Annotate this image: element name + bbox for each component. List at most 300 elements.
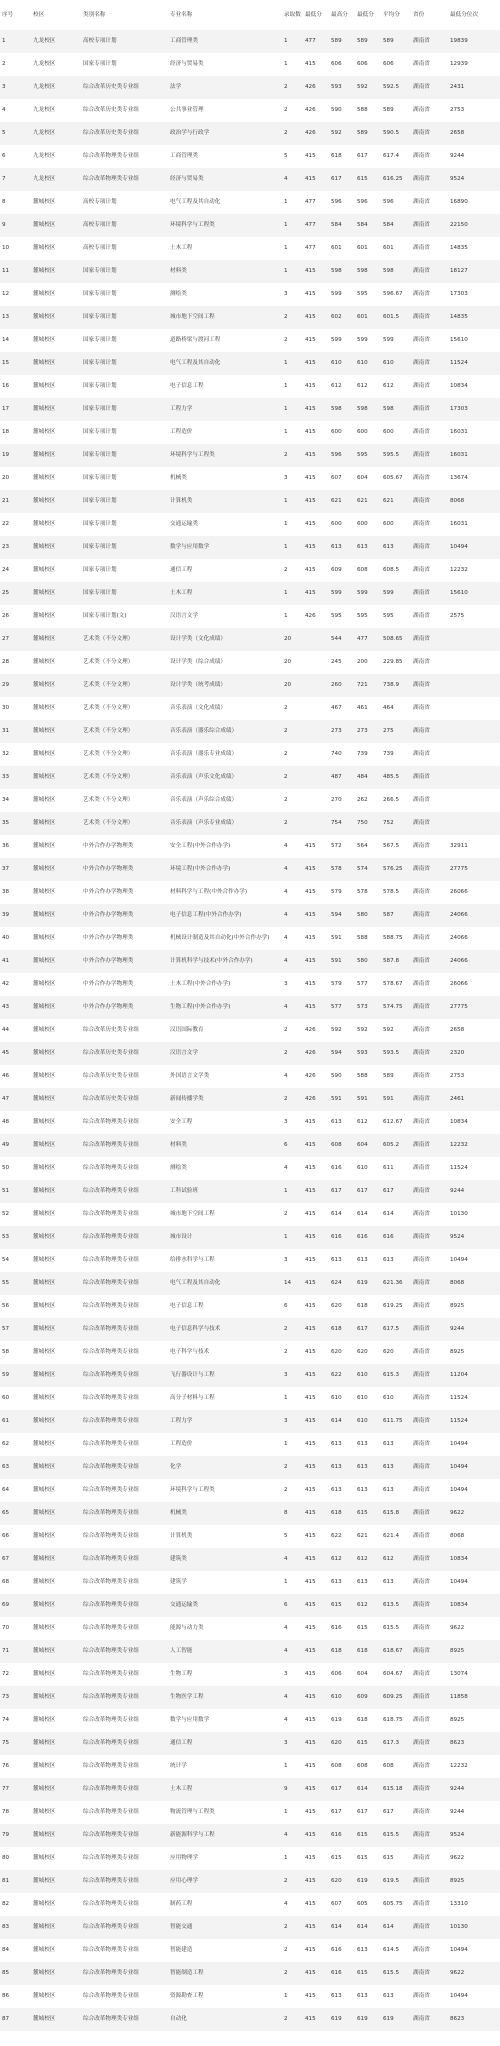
table-cell: 614 [329, 1410, 355, 1433]
table-body [0, 30, 500, 2031]
table-cell: 湖南省 [411, 996, 448, 1019]
table-row [0, 1755, 500, 1778]
table-cell: 10834 [448, 1548, 500, 1571]
table-cell: 595 [329, 605, 355, 628]
table-cell: 17303 [448, 398, 500, 421]
table-cell: 麓城校区 [31, 1134, 81, 1157]
table-cell: 麓城校区 [31, 1226, 81, 1249]
table-cell: 464 [381, 697, 411, 720]
table-cell [303, 651, 329, 674]
table-row [0, 444, 500, 467]
table-cell: 4 [282, 1548, 303, 1571]
table-cell: 工商管理类 [168, 145, 282, 168]
table-cell: 619 [329, 2008, 355, 2031]
table-cell: 综合改革物理类专业组 [81, 1387, 168, 1410]
table-cell: 城市设计 [168, 1226, 282, 1249]
table-cell: 中外合作办学物理类 [81, 973, 168, 996]
table-cell: 591 [329, 1088, 355, 1111]
table-cell: 综合改革物理类专业组 [81, 1318, 168, 1341]
table-cell: 麓城校区 [31, 1019, 81, 1042]
table-cell: 2 [282, 720, 303, 743]
table-cell: 国家专项计划 [81, 582, 168, 605]
table-cell: 19 [0, 444, 31, 467]
table-cell: 新闻传播学类 [168, 1088, 282, 1111]
table-cell: 艺术类（不分文理） [81, 720, 168, 743]
table-cell: 九龙校区 [31, 168, 81, 191]
table-cell: 580 [355, 950, 381, 973]
table-row [0, 237, 500, 260]
table-cell: 589 [355, 122, 381, 145]
table-cell: 2461 [448, 1088, 500, 1111]
table-cell: 1 [282, 1571, 303, 1594]
table-cell: 湖南省 [411, 1801, 448, 1824]
table-cell: 593 [355, 1042, 381, 1065]
table-cell: 九龙校区 [31, 30, 81, 53]
table-cell: 1 [282, 352, 303, 375]
table-cell: 1 [282, 398, 303, 421]
table-cell: 618 [355, 1640, 381, 1663]
table-cell: 615 [355, 1824, 381, 1847]
table-cell: 2 [282, 1870, 303, 1893]
table-cell: 1 [282, 1985, 303, 2008]
table-cell: 599 [329, 283, 355, 306]
table-row [0, 1778, 500, 1801]
table-cell: 591 [329, 927, 355, 950]
table-cell: 615 [355, 1502, 381, 1525]
table-cell: 湖南省 [411, 421, 448, 444]
table-cell: 611 [381, 1157, 411, 1180]
table-row [0, 1502, 500, 1525]
table-cell: 608.5 [381, 559, 411, 582]
table-cell: 415 [303, 1433, 329, 1456]
table-cell: 1 [282, 191, 303, 214]
table-cell: 麓城校区 [31, 1594, 81, 1617]
table-cell: 617 [329, 168, 355, 191]
table-cell: 4 [282, 1617, 303, 1640]
table-cell: 2 [282, 789, 303, 812]
table-cell: 78 [0, 1801, 31, 1824]
table-cell: 湖南省 [411, 283, 448, 306]
table-row [0, 191, 500, 214]
table-cell: 综合改革物理类专业组 [81, 1548, 168, 1571]
table-cell: 2 [282, 1042, 303, 1065]
table-cell: 577 [355, 973, 381, 996]
table-cell: 612 [381, 375, 411, 398]
table-cell: 13074 [448, 1663, 500, 1686]
table-cell: 音乐表演（文化成绩） [168, 697, 282, 720]
table-cell: 外国语言文学类 [168, 1065, 282, 1088]
table-cell: 麓城校区 [31, 1939, 81, 1962]
table-cell: 能源与动力类 [168, 1617, 282, 1640]
table-cell: 16 [0, 375, 31, 398]
table-cell: 九龙校区 [31, 99, 81, 122]
table-cell: 5 [282, 1525, 303, 1548]
table-cell: 湖南省 [411, 1203, 448, 1226]
table-cell: 614 [381, 1203, 411, 1226]
table-cell: 415 [303, 490, 329, 513]
table-cell: 艺术类（不分文理） [81, 651, 168, 674]
table-cell: 麓城校区 [31, 1111, 81, 1134]
table-cell: 国家专项计划 [81, 467, 168, 490]
table-cell: 高校专项计划 [81, 30, 168, 53]
table-cell: 安全工程 [168, 1111, 282, 1134]
table-cell: 605.75 [381, 1893, 411, 1916]
table-cell: 415 [303, 1387, 329, 1410]
table-cell: 599 [355, 582, 381, 605]
table-cell: 589 [355, 30, 381, 53]
table-cell: 592 [381, 1019, 411, 1042]
table-cell [448, 697, 500, 720]
table-cell: 4 [282, 1065, 303, 1088]
table-cell: 电子信息工程 [168, 375, 282, 398]
table-cell: 九龙校区 [31, 122, 81, 145]
table-cell [448, 674, 500, 697]
table-cell: 环境科学与工程类 [168, 1479, 282, 1502]
table-cell: 612 [329, 375, 355, 398]
table-cell: 50 [0, 1157, 31, 1180]
table-cell [303, 720, 329, 743]
table-cell: 麓城校区 [31, 398, 81, 421]
table-cell: 计算机类 [168, 490, 282, 513]
table-cell: 26 [0, 605, 31, 628]
table-cell: 湖南省 [411, 30, 448, 53]
table-cell: 设计学类（统考成绩） [168, 674, 282, 697]
table-cell: 湖南省 [411, 490, 448, 513]
table-cell: 610 [329, 1387, 355, 1410]
table-cell: 麓城校区 [31, 1778, 81, 1801]
table-cell: 615 [355, 1732, 381, 1755]
table-cell: 415 [303, 352, 329, 375]
table-cell: 610 [355, 1364, 381, 1387]
table-cell: 415 [303, 145, 329, 168]
table-cell: 艺术类（不分文理） [81, 628, 168, 651]
table-cell: 麓城校区 [31, 651, 81, 674]
table-row [0, 950, 500, 973]
table-cell: 综合改革物理类专业组 [81, 145, 168, 168]
table-cell: 589 [381, 1065, 411, 1088]
table-cell: 618 [355, 1295, 381, 1318]
table-cell: 613 [329, 1985, 355, 2008]
table-row [0, 1709, 500, 1732]
table-cell: 10494 [448, 1985, 500, 2008]
table-cell: 艺术类（不分文理） [81, 743, 168, 766]
table-cell: 70 [0, 1617, 31, 1640]
table-row [0, 1617, 500, 1640]
table-cell: 高校专项计划 [81, 214, 168, 237]
table-cell: 麓城校区 [31, 1893, 81, 1916]
table-cell: 2 [282, 122, 303, 145]
table-cell: 麓城校区 [31, 812, 81, 835]
table-cell: 机械类 [168, 467, 282, 490]
table-cell: 53 [0, 1226, 31, 1249]
table-cell: 613 [381, 1433, 411, 1456]
table-cell: 32 [0, 743, 31, 766]
table-cell: 617 [329, 1801, 355, 1824]
table-cell: 415 [303, 1456, 329, 1479]
table-cell: 415 [303, 904, 329, 927]
table-cell: 52 [0, 1203, 31, 1226]
table-cell: 湖南省 [411, 1939, 448, 1962]
table-cell: 600 [355, 513, 381, 536]
table-cell: 612 [355, 1111, 381, 1134]
table-cell: 614 [329, 1916, 355, 1939]
table-cell: 综合改革物理类专业组 [81, 1410, 168, 1433]
table-cell: 607 [329, 467, 355, 490]
table-cell: 综合改革物理类专业组 [81, 1709, 168, 1732]
table-cell: 湖南省 [411, 329, 448, 352]
table-cell: 湖南省 [411, 605, 448, 628]
table-cell: 综合改革物理类专业组 [81, 1226, 168, 1249]
table-cell: 415 [303, 1594, 329, 1617]
table-cell: 2 [282, 1203, 303, 1226]
table-row [0, 1387, 500, 1410]
table-cell: 9622 [448, 1962, 500, 1985]
table-cell: 湖南省 [411, 444, 448, 467]
table-cell: 426 [303, 1065, 329, 1088]
table-cell: 新能源科学与工程 [168, 1824, 282, 1847]
table-cell: 578 [329, 858, 355, 881]
table-row [0, 122, 500, 145]
table-cell: 610 [355, 352, 381, 375]
table-cell [303, 766, 329, 789]
table-cell: 37 [0, 858, 31, 881]
table-cell: 麓城校区 [31, 605, 81, 628]
table-cell: 415 [303, 306, 329, 329]
table-row [0, 559, 500, 582]
table-cell: 九龙校区 [31, 76, 81, 99]
table-cell: 415 [303, 1548, 329, 1571]
table-cell: 2658 [448, 122, 500, 145]
table-cell: 音乐表演（器乐专业成绩） [168, 743, 282, 766]
table-cell: 通信工程 [168, 1732, 282, 1755]
table-row [0, 1548, 500, 1571]
table-cell: 613 [355, 536, 381, 559]
table-cell: 交通运输类 [168, 1594, 282, 1617]
table-cell: 598 [355, 260, 381, 283]
table-cell: 1 [282, 53, 303, 76]
table-cell: 综合改革物理类专业组 [81, 2008, 168, 2031]
table-cell: 艺术类（不分文理） [81, 812, 168, 835]
table-cell: 615.18 [381, 1778, 411, 1801]
table-cell: 计算机类 [168, 1525, 282, 1548]
table-cell: 湖南省 [411, 1272, 448, 1295]
table-cell: 613 [381, 536, 411, 559]
table-cell: 12232 [448, 1755, 500, 1778]
table-cell: 土木工程 [168, 237, 282, 260]
table-cell: 75 [0, 1732, 31, 1755]
table-cell: 湖南省 [411, 1295, 448, 1318]
table-cell: 266.5 [381, 789, 411, 812]
table-cell: 工程造价 [168, 1433, 282, 1456]
table-cell: 麓城校区 [31, 375, 81, 398]
header-cell: 最低分 [357, 11, 374, 18]
table-cell: 596 [355, 191, 381, 214]
table-cell: 415 [303, 1502, 329, 1525]
table-cell: 应用心理学 [168, 1870, 282, 1893]
table-cell: 综合改革物理类专业组 [81, 1663, 168, 1686]
table-cell: 2 [282, 559, 303, 582]
table-cell: 生物工程(中外合作办学) [168, 996, 282, 1019]
table-row [0, 1893, 500, 1916]
table-cell: 595.5 [381, 444, 411, 467]
table-cell: 85 [0, 1962, 31, 1985]
table-cell: 湖南省 [411, 697, 448, 720]
table-cell: 1 [282, 214, 303, 237]
table-cell: 麓城校区 [31, 191, 81, 214]
table-cell: 湖南省 [411, 651, 448, 674]
table-cell: 415 [303, 1479, 329, 1502]
table-cell: 湖南省 [411, 1341, 448, 1364]
table-cell: 20 [282, 674, 303, 697]
table-cell: 2658 [448, 1019, 500, 1042]
table-cell: 415 [303, 1686, 329, 1709]
table-cell: 57 [0, 1318, 31, 1341]
table-cell: 4 [282, 881, 303, 904]
table-cell: 1 [282, 1180, 303, 1203]
table-cell: 608 [329, 1755, 355, 1778]
table-cell: 湖南省 [411, 214, 448, 237]
table-row [0, 260, 500, 283]
table-cell: 9 [0, 214, 31, 237]
table-cell: 58 [0, 1341, 31, 1364]
table-cell: 15 [0, 352, 31, 375]
table-cell: 艺术类（不分文理） [81, 766, 168, 789]
table-row [0, 1801, 500, 1824]
table-cell: 1 [282, 513, 303, 536]
table-cell: 615 [355, 1962, 381, 1985]
table-cell: 8068 [448, 1525, 500, 1548]
table-row [0, 2008, 500, 2031]
table-header-row [0, 0, 500, 30]
table-cell: 578 [355, 881, 381, 904]
table-cell: 九龙校区 [31, 53, 81, 76]
table-cell: 8925 [448, 1870, 500, 1893]
table-cell: 8 [282, 1502, 303, 1525]
table-cell: 2753 [448, 1065, 500, 1088]
table-cell: 国家专项计划 [81, 398, 168, 421]
table-cell: 麓城校区 [31, 1617, 81, 1640]
table-cell: 614 [355, 1916, 381, 1939]
table-cell: 604 [355, 1134, 381, 1157]
table-cell: 415 [303, 1249, 329, 1272]
header-cell: 类别名称 [83, 11, 106, 18]
table-cell: 608 [355, 559, 381, 582]
table-cell: 2 [282, 1456, 303, 1479]
table-cell: 湖南省 [411, 260, 448, 283]
table-cell: 6 [282, 1134, 303, 1157]
table-cell: 资源勘查工程 [168, 1985, 282, 2008]
table-cell: 81 [0, 1870, 31, 1893]
table-cell: 508.65 [381, 628, 411, 651]
table-cell: 麓城校区 [31, 1088, 81, 1111]
table-cell: 16890 [448, 191, 500, 214]
table-cell: 426 [303, 1042, 329, 1065]
table-cell: 54 [0, 1249, 31, 1272]
table-cell: 湖南省 [411, 582, 448, 605]
table-cell: 245 [329, 651, 355, 674]
table-cell: 湖南省 [411, 306, 448, 329]
table-cell: 综合改革物理类专业组 [81, 1870, 168, 1893]
table-cell: 9244 [448, 1801, 500, 1824]
table-cell: 8623 [448, 2008, 500, 2031]
table-cell: 4 [0, 99, 31, 122]
table-cell: 湖南省 [411, 1157, 448, 1180]
table-cell: 415 [303, 398, 329, 421]
table-cell: 614 [355, 1203, 381, 1226]
table-cell: 415 [303, 1893, 329, 1916]
table-cell: 606 [329, 1663, 355, 1686]
table-cell: 16031 [448, 513, 500, 536]
table-cell: 麓城校区 [31, 973, 81, 996]
table-cell: 高分子材料与工程 [168, 1387, 282, 1410]
table-cell: 湖南省 [411, 1778, 448, 1801]
table-cell: 湖南省 [411, 1663, 448, 1686]
table-cell: 汉语言文学 [168, 1042, 282, 1065]
table-row [0, 1203, 500, 1226]
table-cell: 机械类 [168, 1502, 282, 1525]
table-cell: 564 [355, 835, 381, 858]
table-cell: 2 [282, 444, 303, 467]
table-cell: 270 [329, 789, 355, 812]
table-cell: 47 [0, 1088, 31, 1111]
table-cell: 587.8 [381, 950, 411, 973]
table-cell: 麓城校区 [31, 1203, 81, 1226]
table-cell: 湖南省 [411, 1065, 448, 1088]
table-cell: 612 [381, 1548, 411, 1571]
table-row [0, 582, 500, 605]
table-cell: 66 [0, 1525, 31, 1548]
table-cell: 573 [355, 996, 381, 1019]
table-cell: 20 [0, 467, 31, 490]
table-cell: 7 [0, 168, 31, 191]
table-cell: 湖南省 [411, 1318, 448, 1341]
table-cell: 2 [282, 1962, 303, 1985]
table-cell: 8 [0, 191, 31, 214]
header-cell: 最低分位次 [450, 11, 478, 18]
table-cell: 综合改革物理类专业组 [81, 1686, 168, 1709]
table-cell: 9622 [448, 1617, 500, 1640]
table-cell: 3 [0, 76, 31, 99]
table-cell: 中外合作办学物理类 [81, 904, 168, 927]
table-cell: 国家专项计划 [81, 559, 168, 582]
table-cell: 598 [381, 398, 411, 421]
table-cell: 麓城校区 [31, 720, 81, 743]
table-cell: 13 [0, 306, 31, 329]
table-cell: 28 [0, 651, 31, 674]
table-cell: 588 [355, 927, 381, 950]
table-cell: 576.25 [381, 858, 411, 881]
table-cell: 613 [381, 1456, 411, 1479]
table-cell: 13674 [448, 467, 500, 490]
table-cell: 6 [282, 1594, 303, 1617]
table-cell: 610 [355, 1387, 381, 1410]
table-cell: 电子信息工程 [168, 1295, 282, 1318]
table-cell: 麓城校区 [31, 835, 81, 858]
table-row [0, 1065, 500, 1088]
table-row [0, 1479, 500, 1502]
table-cell: 617 [355, 1180, 381, 1203]
table-cell: 制药工程 [168, 1893, 282, 1916]
table-cell: 616 [329, 1824, 355, 1847]
table-cell: 国家专项计划 [81, 283, 168, 306]
table-cell: 609 [355, 1686, 381, 1709]
table-cell: 614 [355, 1778, 381, 1801]
table-cell: 617 [355, 1318, 381, 1341]
table-cell: 湖南省 [411, 1479, 448, 1502]
table-cell: 600 [381, 513, 411, 536]
table-cell: 12232 [448, 559, 500, 582]
table-row [0, 1019, 500, 1042]
